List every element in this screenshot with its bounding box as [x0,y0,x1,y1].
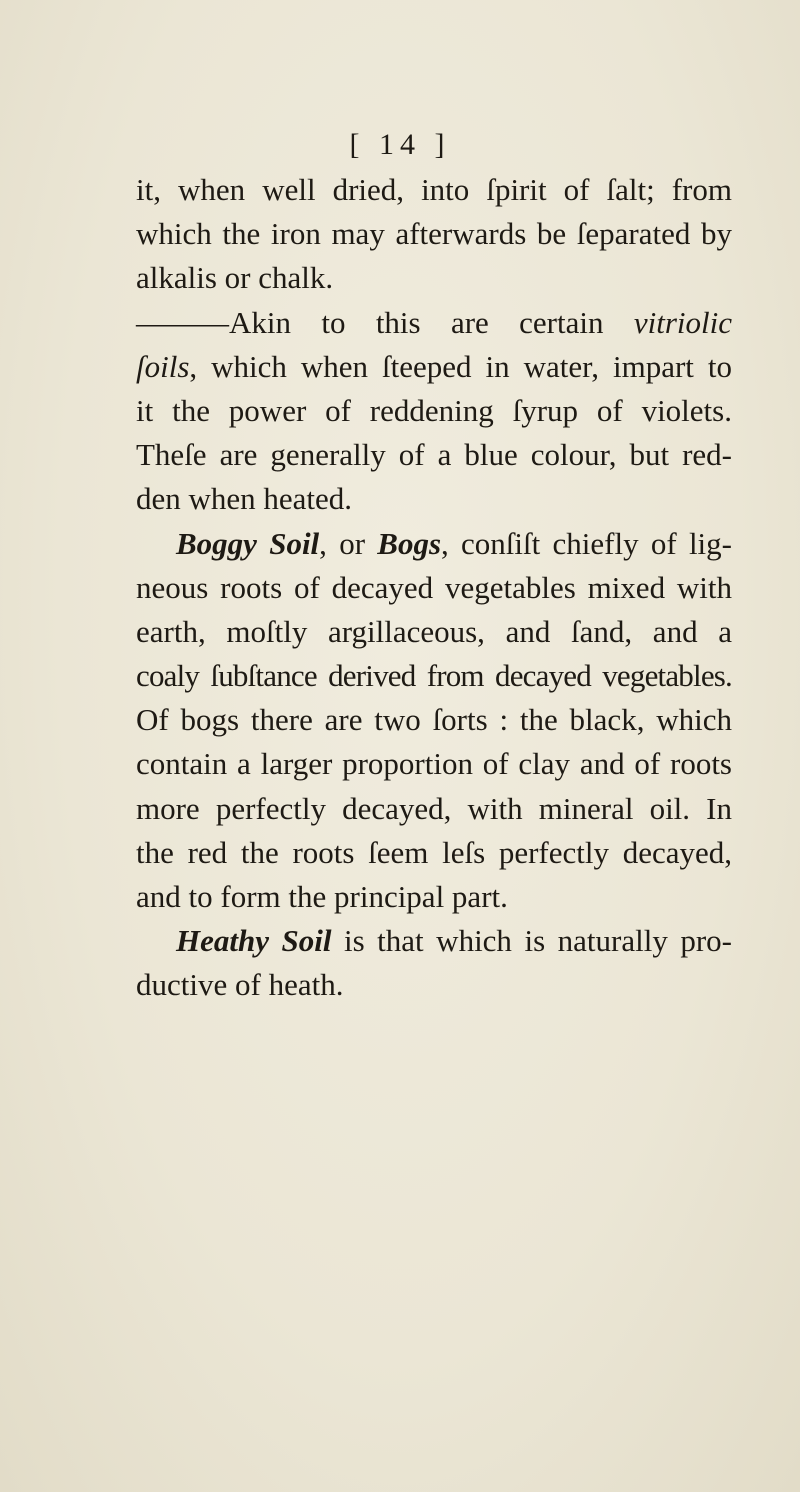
heading-boggy-soil: Boggy Soil [176,525,320,561]
text-line: which the iron may afterwards be ſeparated by [136,216,732,252]
italic-term-vitriolic: vitriolic [633,304,732,340]
text-line: Of bogs there are two ſorts : the black, which [136,702,732,738]
text-line: contain a larger proportion of clay and of roots [136,746,732,782]
text-line: the red the roots ſeem leſs perfectly decayed, [136,834,732,870]
text-line: earth, moſtly argillaceous, and ſand, and a [136,613,732,649]
text-line: it, when well dried, into ſpirit of ſalt; from [136,172,732,207]
text-line: ductive of heath. [136,967,344,1003]
text-run: , which when ſteeped in water, impart to [189,348,732,384]
text-line: and to form the principal part. [136,879,508,914]
page-number: [ 14 ] [349,128,451,161]
page-body-text [136,168,732,1008]
text-line: neous roots of decayed vegetables mixed with [136,569,732,605]
text-line [136,919,732,963]
text-run: is that which is naturally pro- [331,923,732,959]
text-line: more perfectly decayed, with mineral oil. In [136,790,732,826]
text-run: ———Akin to this are certain [136,304,634,340]
text-run: , conſiſt chiefly of lig- [441,525,732,561]
text-line [136,522,732,566]
text-line: alkalis or chalk. [136,260,334,296]
text-line: Theſe are generally of a blue colour, but red- [136,437,732,473]
text-line [136,345,732,389]
italic-term-bogs: Bogs [377,525,442,561]
text-line: it the power of reddening ſyrup of violets. [136,392,732,428]
text-line [136,301,732,345]
text-run: , or [319,525,378,561]
text-line: den when heated. [136,481,353,517]
italic-term-soils: ſoils [136,348,190,384]
text-line: coaly ſubſtance derived from decayed vegetables. [136,658,732,694]
heading-heathy-soil: Heathy Soil [176,923,332,959]
